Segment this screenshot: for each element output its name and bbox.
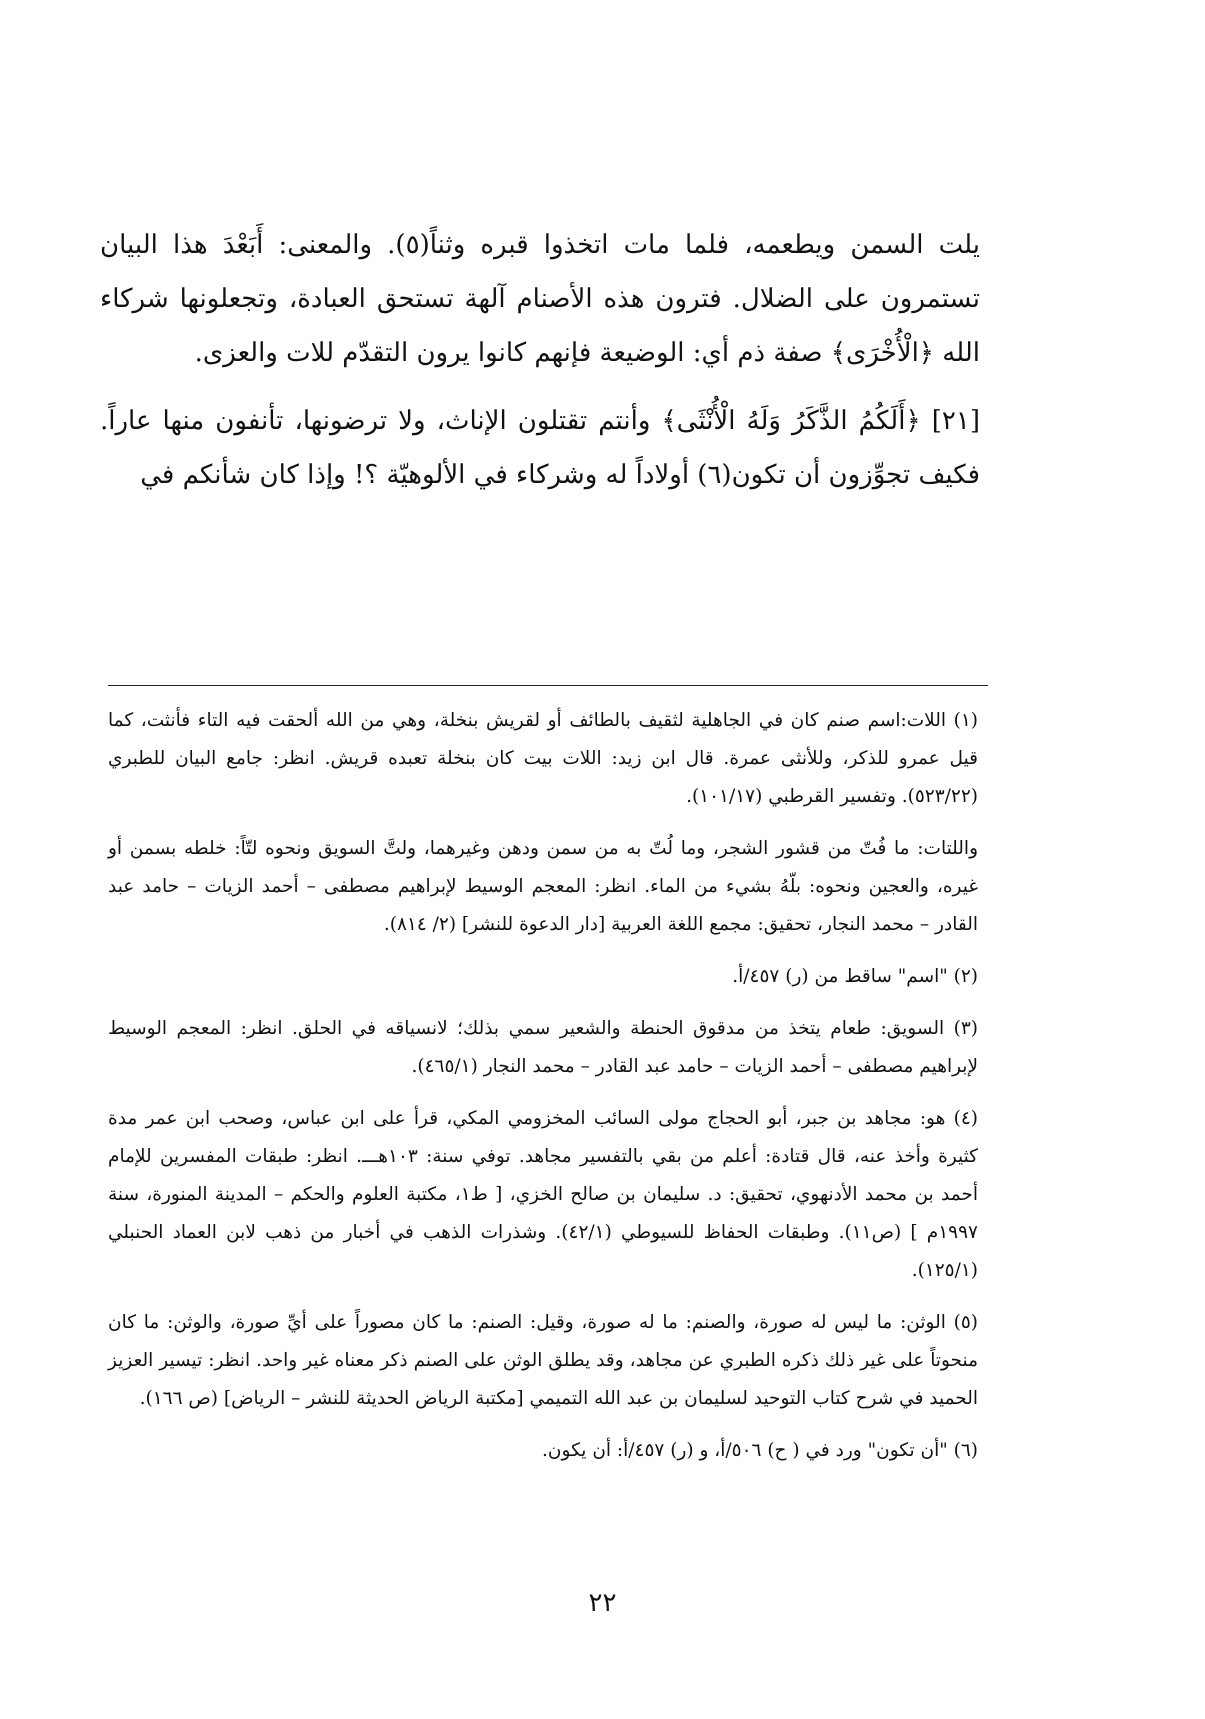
footnote-6: (٦) "أن تكون" ورد في ( ح) ٥٠٦/أ، و (ر) ٤٥٧/أ: أن يكون. <box>542 1440 978 1461</box>
footnote-3: (٣) السويق: طعام يتخذ من مدقوق الحنطة والشعير سمي بذلك؛ لانسياقه في الحلق. انظر: المعجم الوسيط لإبراهيم مصطفى – أحمد الزيات – حامد عبد القادر – محمد النجار (٤٦٥/١). <box>108 1018 978 1077</box>
footnote-5: (٥) الوثن: ما ليس له صورة، والصنم: ما له صورة، وقيل: الصنم: ما كان مصوراً على أيِّ صورة، والوثن: ما كان منحوتاً على غير ذلك ذكره الطبري عن مجاهد، وقد يطلق الوثن على الصنم ذكر معناه غير واحد. انظر: تيسير العزيز الحميد في شرح كتاب التوحيد لسليمان بن عبد الله التميمي [مكتبة الرياض الحديثة للنشر – الرياض] (ص ١٦٦). <box>108 1312 978 1409</box>
body-paragraph-1: يلت السمن ويطعمه، فلما مات اتخذوا قبره وثناً(٥). والمعنى: أَبَعْدَ هذا البيان تستمرون على الضلال. فترون هذه الأصنام آلهة تستحق العبادة، وتجعلونها شركاء الله ﴿الْأُخْرَى﴾ صفة ذم أي: الوضيعة فإنهم كانوا يرون التقدّم للات والعزى. <box>100 230 980 368</box>
footnote-divider <box>108 685 988 686</box>
main-text <box>100 218 980 502</box>
footnote-1-continued: واللتات: ما فُتّ من قشور الشجر، وما لُتّ به من سمن ودهن وغيرهما، ولتَّ السويق ونحوه لتّاً: خلطه بسمن أو غيره، والعجين ونحوه: بلّهُ بشيء من الماء. انظر: المعجم الوسيط لإبراهيم مصطفى – أحمد الزيات – حامد عبد القادر – محمد النجار، تحقيق: مجمع اللغة العربية [دار الدعوة للنشر] (٢/ ٨١٤). <box>108 838 978 935</box>
footnote-4: (٤) هو: مجاهد بن جبر، أبو الحجاج مولى السائب المخزومي المكي، قرأ على ابن عباس، وصحب ابن عمر مدة كثيرة وأخذ عنه، قال قتادة: أعلم من بقي بالتفسير مجاهد. توفي سنة: ١٠٣هـــ. انظر: طبقات المفسرين للإمام أحمد بن محمد الأدنهوي، تحقيق: د. سليمان بن صالح الخزي، [ ط١، مكتبة العلوم والحكم – المدينة المنورة، سنة ١٩٩٧م ] (ص١١). وطبقات الحفاظ للسيوطي (٤٢/١). وشذرات الذهب في أخبار من ذهب لابن العماد الحنبلي (١٢٥/١). <box>108 1108 978 1281</box>
footnotes-section <box>108 702 978 1484</box>
body-paragraph-2: [٢١] ﴿أَلَكُمُ الذَّكَرُ وَلَهُ الْأُنْثَى﴾ وأنتم تقتلون الإناث، ولا ترضونها، تأنفون منها عاراً. فكيف تجوِّزون أن تكون(٦) أولاداً له وشركاء في الألوهيّة ؟! وإذا كان شأنكم في <box>100 406 980 490</box>
footnote-2: (٢) "اسم" ساقط من (ر) ٤٥٧/أ. <box>732 966 978 987</box>
page-number: ٢٢ <box>588 1588 617 1618</box>
footnote-1: (١) اللات:اسم صنم كان في الجاهلية لثقيف بالطائف أو لقريش بنخلة، وهي من الله ألحقت فيه التاء فأنثت، كما قيل عمرو للذكر، وللأنثى عمرة. قال ابن زيد: اللات بيت كان بنخلة تعبده قريش. انظر: جامع البيان للطبري (٥٢٣/٢٢). وتفسير القرطبي (١٠١/١٧). <box>108 710 978 807</box>
